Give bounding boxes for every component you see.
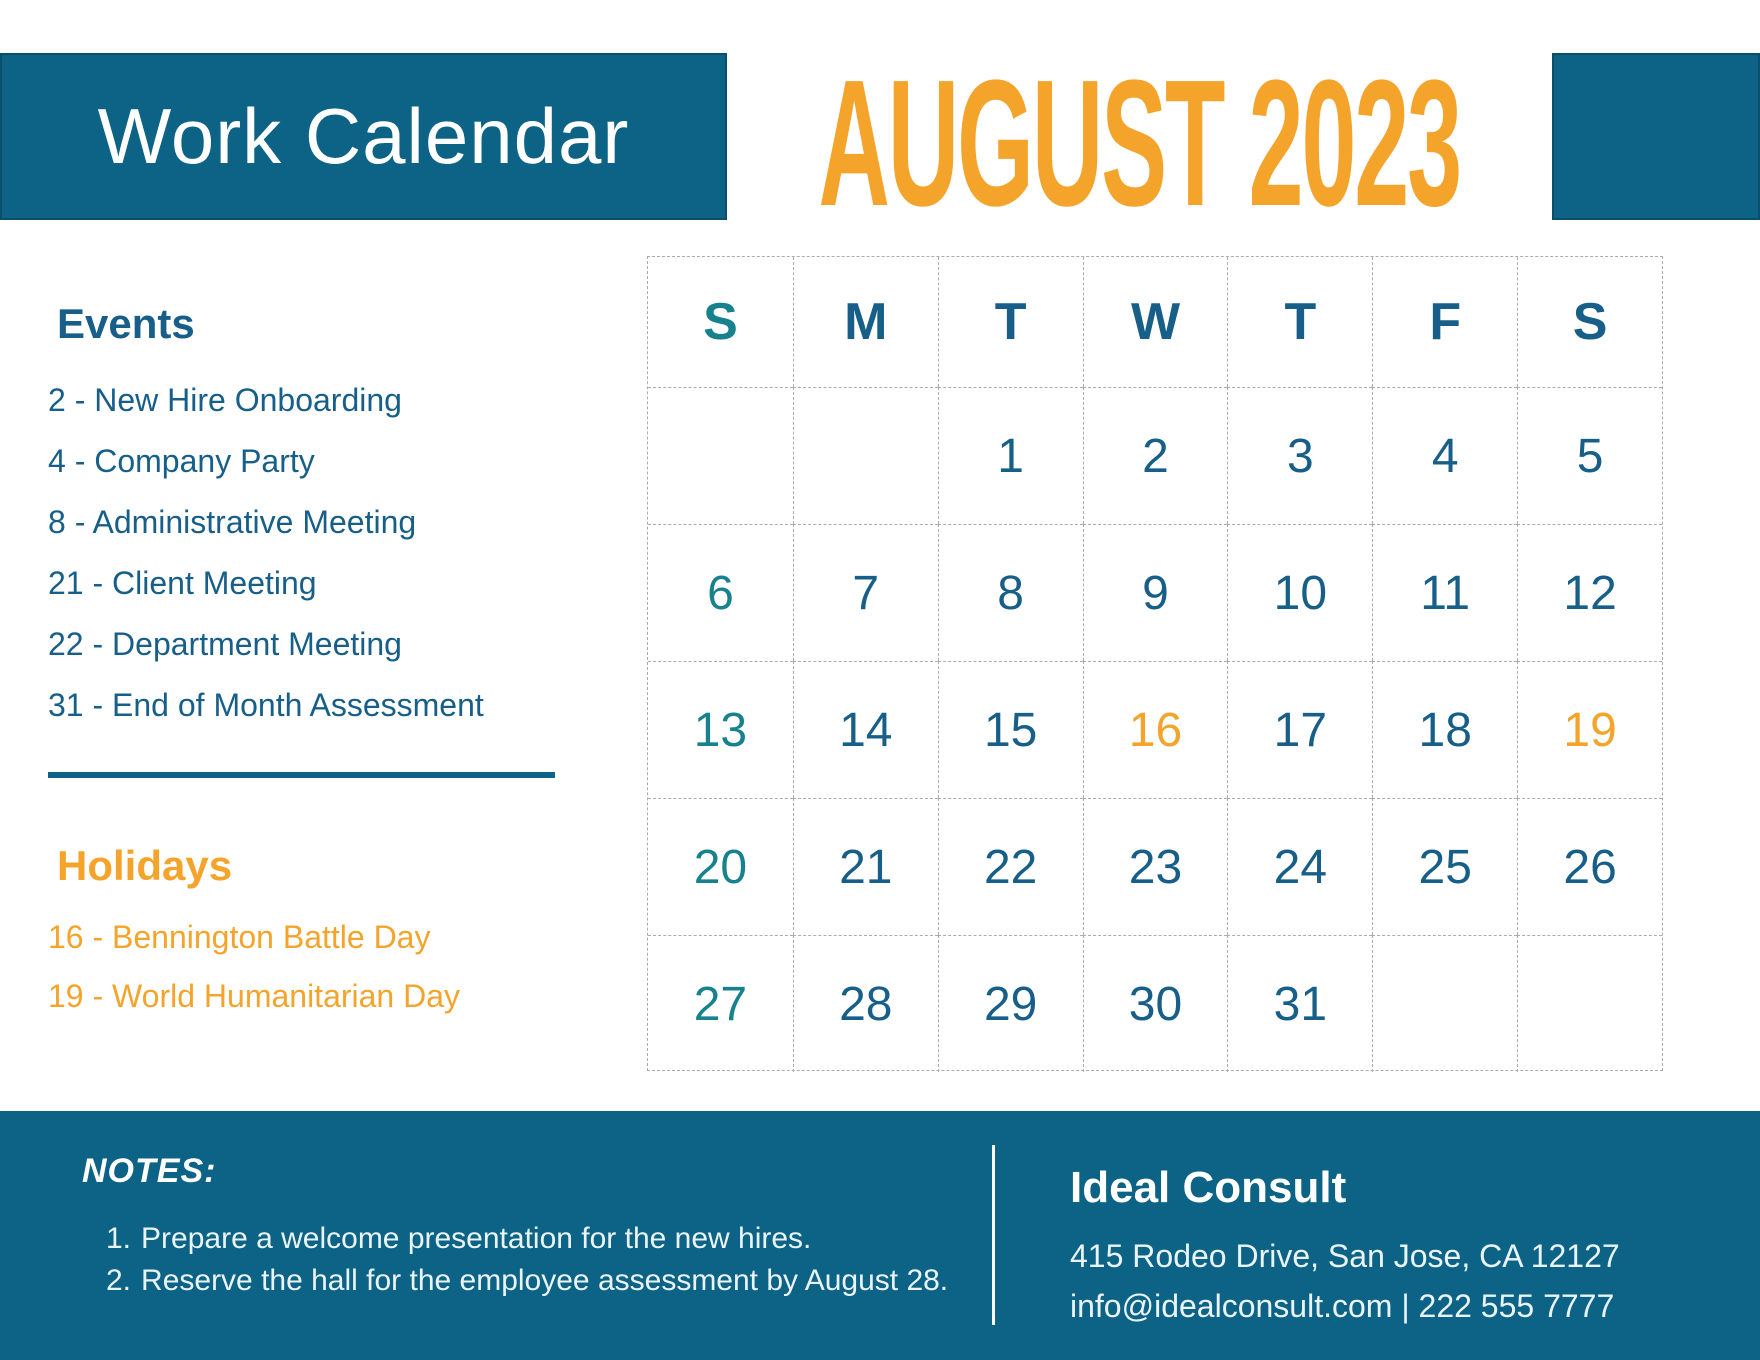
date-cell-8: 8 <box>938 524 1083 661</box>
date-cell-5: 5 <box>1517 387 1662 524</box>
note-item <box>106 1222 811 1256</box>
date-cell-29: 29 <box>938 935 1083 1072</box>
date-cell-24: 24 <box>1227 798 1372 935</box>
day-header-wednesday: W <box>1083 257 1228 387</box>
month-title: AUGUST 2023 <box>818 42 1461 244</box>
day-header-thursday: T <box>1227 257 1372 387</box>
date-cell-6: 6 <box>648 524 793 661</box>
date-cell-19-holiday: 19 <box>1517 661 1662 798</box>
date-cell-empty <box>1517 935 1662 1072</box>
company-name: Ideal Consult <box>1070 1163 1347 1212</box>
note-text: Prepare a welcome presentation for the new hires. <box>141 1222 812 1255</box>
date-cell-20: 20 <box>648 798 793 935</box>
date-cell-30: 30 <box>1083 935 1228 1072</box>
date-cell-15: 15 <box>938 661 1083 798</box>
date-cell-21: 21 <box>793 798 938 935</box>
event-item: 22 - Department Meeting <box>48 626 402 662</box>
date-cell-2: 2 <box>1083 387 1228 524</box>
date-cell-27: 27 <box>648 935 793 1072</box>
event-item: 2 - New Hire Onboarding <box>48 382 402 418</box>
notes-heading: NOTES: <box>82 1152 217 1190</box>
event-item: 21 - Client Meeting <box>48 565 317 601</box>
date-cell-23: 23 <box>1083 798 1228 935</box>
date-cell-7: 7 <box>793 524 938 661</box>
date-cell-9: 9 <box>1083 524 1228 661</box>
date-cell-empty <box>648 387 793 524</box>
date-cell-4: 4 <box>1372 387 1517 524</box>
day-header-friday: F <box>1372 257 1517 387</box>
note-item <box>106 1264 948 1298</box>
date-cell-12: 12 <box>1517 524 1662 661</box>
date-cell-31: 31 <box>1227 935 1372 1072</box>
date-cell-25: 25 <box>1372 798 1517 935</box>
day-header-tuesday: T <box>938 257 1083 387</box>
day-header-saturday: S <box>1517 257 1662 387</box>
page-title: Work Calendar <box>97 92 630 180</box>
note-number: 1. <box>106 1222 132 1255</box>
sidebar-divider <box>48 772 555 778</box>
date-cell-18: 18 <box>1372 661 1517 798</box>
date-cell-14: 14 <box>793 661 938 798</box>
date-cell-10: 10 <box>1227 524 1372 661</box>
date-cell-11: 11 <box>1372 524 1517 661</box>
event-item: 4 - Company Party <box>48 443 315 479</box>
holiday-item: 16 - Bennington Battle Day <box>48 919 431 955</box>
date-cell-28: 28 <box>793 935 938 1072</box>
event-item: 8 - Administrative Meeting <box>48 504 417 540</box>
footer-vertical-divider <box>992 1145 995 1325</box>
date-cell-13: 13 <box>648 661 793 798</box>
title-banner <box>0 53 727 220</box>
company-address: 415 Rodeo Drive, San Jose, CA 12127 <box>1070 1238 1620 1274</box>
month-title-area <box>727 42 1552 244</box>
holidays-heading: Holidays <box>57 842 233 889</box>
date-cell-22: 22 <box>938 798 1083 935</box>
holiday-item: 19 - World Humanitarian Day <box>48 978 461 1014</box>
day-header-sunday: S <box>703 293 738 351</box>
date-cell-17: 17 <box>1227 661 1372 798</box>
event-item: 31 - End of Month Assessment <box>48 687 484 723</box>
decorative-block <box>1552 53 1760 220</box>
calendar-grid <box>647 256 1663 1071</box>
date-cell-empty <box>793 387 938 524</box>
note-number: 2. <box>106 1264 132 1297</box>
events-heading: Events <box>57 300 195 347</box>
date-cell-16-holiday: 16 <box>1083 661 1228 798</box>
date-cell-1: 1 <box>938 387 1083 524</box>
company-contact: info@idealconsult.com | 222 555 7777 <box>1070 1288 1615 1324</box>
date-cell-26: 26 <box>1517 798 1662 935</box>
date-cell-3: 3 <box>1227 387 1372 524</box>
date-cell-empty <box>1372 935 1517 1072</box>
note-text: Reserve the hall for the employee assessment by August 28. <box>141 1264 949 1297</box>
day-header-monday: M <box>793 257 938 387</box>
